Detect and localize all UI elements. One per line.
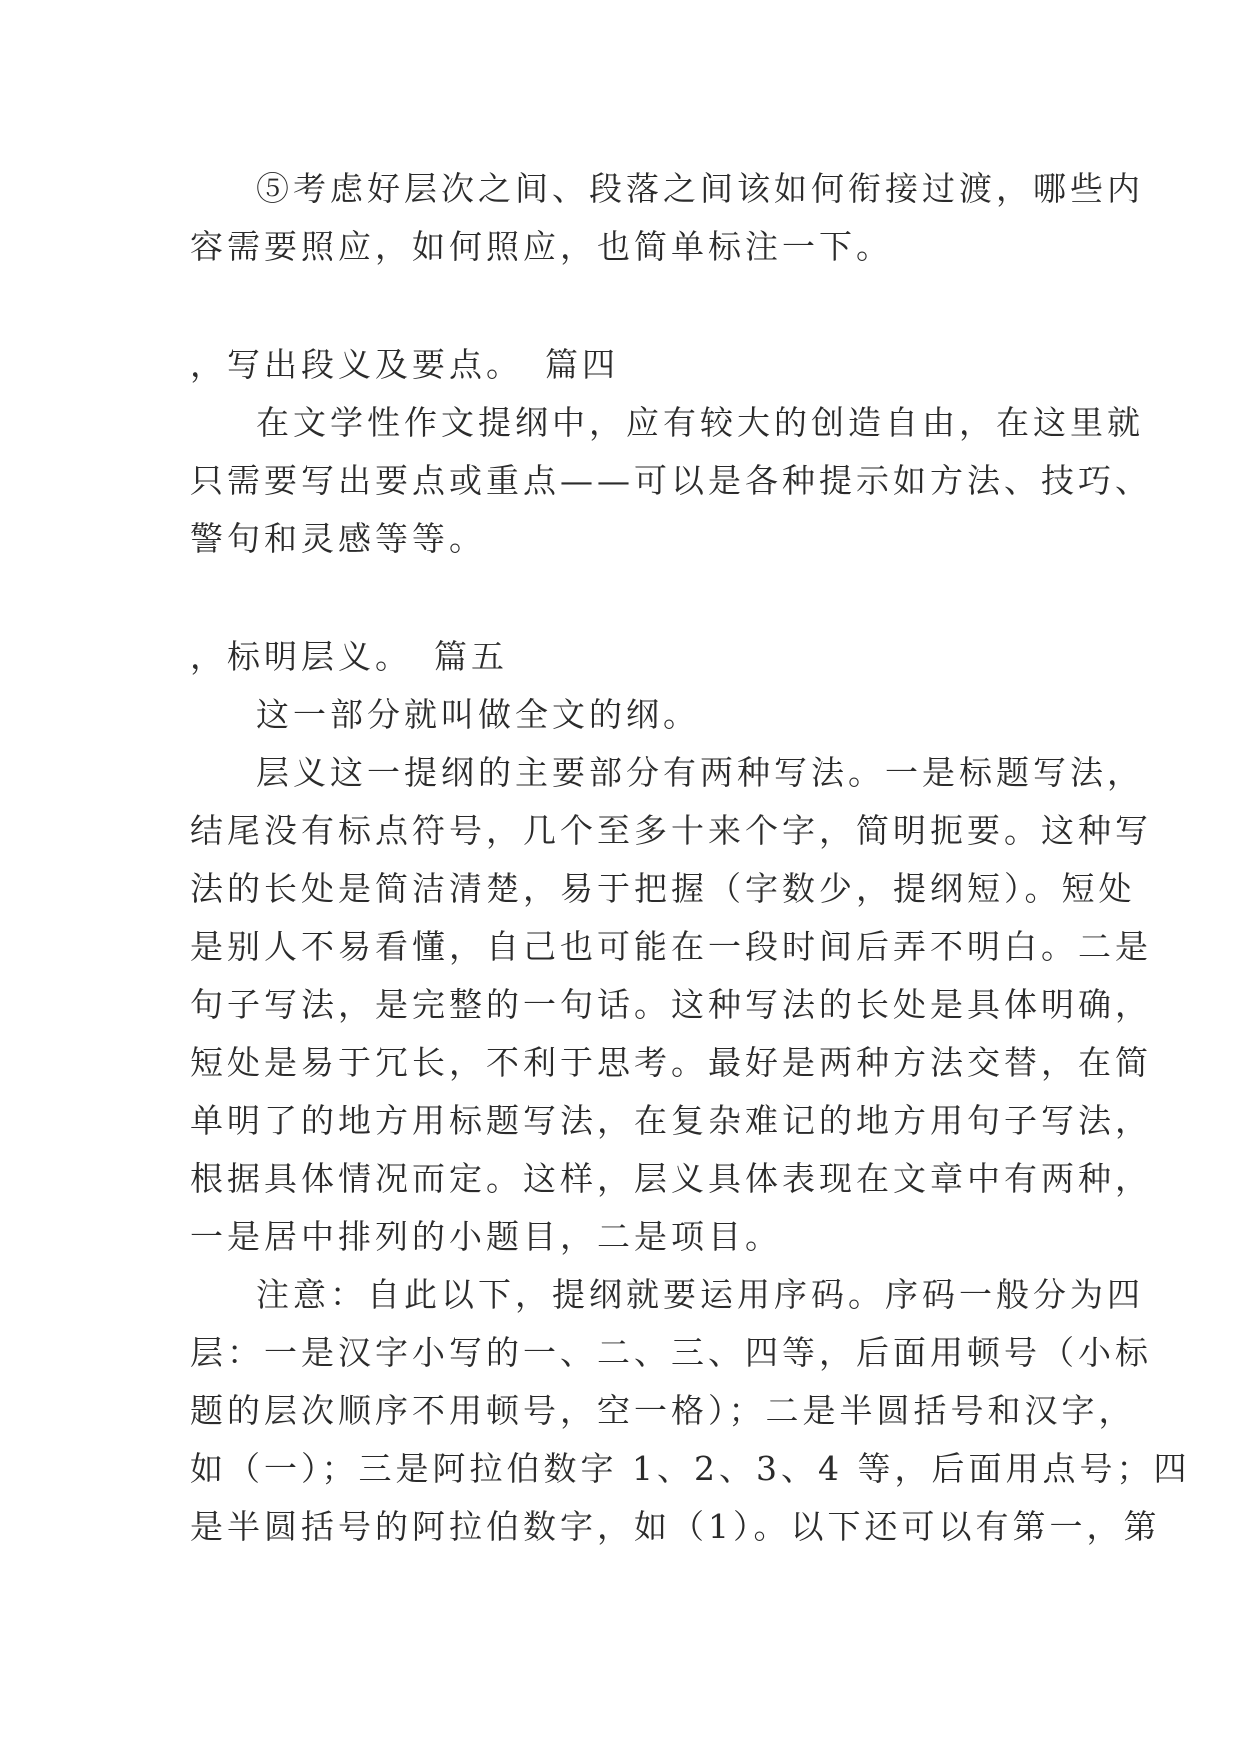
section-intro: 这一部分就叫做全文的纲。 [256, 695, 700, 734]
text-line: ⑤考虑好层次之间、段落之间该如何衔接过渡，哪些内 [256, 169, 1144, 208]
text-line: 句子写法，是完整的一句话。这种写法的长处是具体明确， [190, 985, 1152, 1024]
paragraph-layer-meaning [190, 744, 1152, 1266]
text-line: 容需要照应，如何照应，也简单标注一下。 [190, 227, 893, 266]
section-tag: 篇四 [545, 345, 619, 384]
text-line: 是半圆括号的阿拉伯数字，如（1）。以下还可以有第一，第 [190, 1507, 1161, 1546]
text-line: 只需要写出要点或重点——可以是各种提示如方法、技巧、 [190, 461, 1152, 500]
text-line: 层义这一提纲的主要部分有两种写法。一是标题写法， [256, 753, 1144, 792]
text-line: 根据具体情况而定。这样，层义具体表现在文章中有两种， [190, 1159, 1152, 1198]
text-line: 单明了的地方用标题写法，在复杂难记的地方用句子写法， [190, 1101, 1152, 1140]
text-line: 层：一是汉字小写的一、二、三、四等，后面用顿号（小标 [190, 1333, 1152, 1372]
text-line: 法的长处是简洁清楚，易于把握（字数少，提纲短）。短处 [190, 869, 1136, 908]
text-line: 警句和灵感等等。 [190, 519, 486, 558]
section-lead: ，标明层义。 [190, 637, 412, 676]
section-heading [190, 336, 1050, 394]
section-4 [190, 336, 1152, 568]
text-line: 如（一）；三是阿拉伯数字 1、2、3、4 等，后面用点号；四 [190, 1449, 1191, 1488]
text-line: 是别人不易看懂，自己也可能在一段时间后弄不明白。二是 [190, 927, 1152, 966]
text-line: 注意：自此以下，提纲就要运用序码。序码一般分为四 [256, 1275, 1144, 1314]
paragraph-item-5 [190, 160, 1144, 276]
document-body [190, 160, 1191, 1556]
text-line: 一是居中排列的小题目，二是项目。 [190, 1217, 782, 1256]
text-line: 在文学性作文提纲中，应有较大的创造自由，在这里就 [256, 403, 1144, 442]
text-line: 题的层次顺序不用顿号，空一格）；二是半圆括号和汉字， [190, 1391, 1136, 1430]
text-line: 结尾没有标点符号，几个至多十来个字，简明扼要。这种写 [190, 811, 1152, 850]
section-5 [190, 628, 1191, 1556]
section-tag: 篇五 [434, 637, 508, 676]
section-heading [190, 628, 1050, 686]
paragraph-note [190, 1266, 1191, 1556]
text-line: 短处是易于冗长，不利于思考。最好是两种方法交替，在简 [190, 1043, 1152, 1082]
section-lead: ，写出段义及要点。 [190, 345, 523, 384]
